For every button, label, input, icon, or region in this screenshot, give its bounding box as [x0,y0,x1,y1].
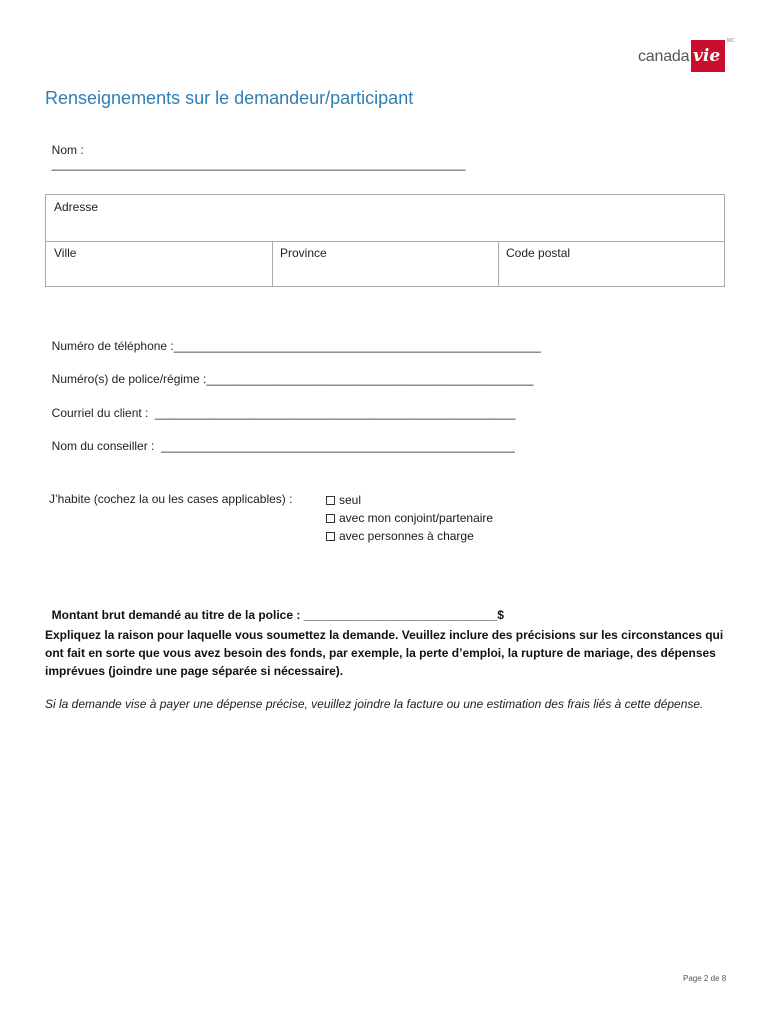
page-number: Page 2 de 8 [683,974,727,983]
client-email-field[interactable] [45,392,515,420]
address-table [45,194,725,287]
logo-text: canada [638,48,690,65]
postal-code-cell[interactable] [498,241,724,286]
policy-number-field[interactable] [45,358,533,386]
province-cell[interactable] [272,241,499,286]
option-seul[interactable] [326,491,493,509]
gross-amount-field[interactable] [45,594,504,622]
client-email-line: ______________________________________________________ [148,406,516,420]
option-conjoint[interactable] [326,509,493,527]
option-personnes-a-charge[interactable] [326,527,493,545]
checkbox-icon[interactable] [326,496,335,505]
phone-field[interactable] [45,325,541,353]
logo-trademark: MC [727,38,735,44]
checkbox-icon[interactable] [326,532,335,541]
province-label: Province [280,246,327,260]
name-line: ______________________________________________________________ [51,157,466,171]
living-situation-options [326,491,493,545]
phone-label: Numéro de téléphone : [51,339,174,353]
gross-amount-line: _____________________________$ [300,608,504,622]
phone-line: _______________________________________________________ [173,339,541,353]
logo-box-text: vie [693,46,721,66]
policy-number-line: _________________________________________________ [206,372,534,386]
gross-amount-label: Montant brut demandé au titre de la police : [51,608,301,622]
page-title: Renseignements sur le demandeur/participant [45,88,414,108]
option-label: seul [339,493,362,507]
city-label: Ville [54,246,77,260]
option-label: avec mon conjoint/partenaire [339,511,494,525]
policy-number-label: Numéro(s) de police/régime : [51,372,207,386]
client-email-label: Courriel du client : [51,406,149,420]
advisor-name-field[interactable] [45,425,515,453]
living-situation-label: J’habite (cochez la ou les cases applicables) : [49,492,293,506]
name-field[interactable] [45,129,465,171]
address-label: Adresse [54,200,99,214]
explanation-instructions: Expliquez la raison pour laquelle vous soumettez la demande. Veuillez inclure des précisions sur les circonstances qui ont fait en sorte que vous avez besoin des fonds, par exemple, la perte d’emploi, la rupture de mariage, des dépenses imprévues (joindre une page séparée si nécessaire). [45,628,724,678]
postal-code-label: Code postal [506,246,571,260]
name-label: Nom : [51,143,84,157]
canada-vie-logo [638,38,734,74]
logo-red-box [691,40,725,72]
address-cell[interactable] [46,195,724,242]
checkbox-icon[interactable] [326,514,335,523]
city-cell[interactable] [46,241,273,286]
advisor-name-label: Nom du conseiller : [51,439,155,453]
advisor-name-line: _____________________________________________________ [154,439,515,453]
option-label: avec personnes à charge [339,529,474,543]
invoice-note: Si la demande vise à payer une dépense précise, veuillez joindre la facture ou une estimation des frais liés à cette dépense. [45,697,704,711]
